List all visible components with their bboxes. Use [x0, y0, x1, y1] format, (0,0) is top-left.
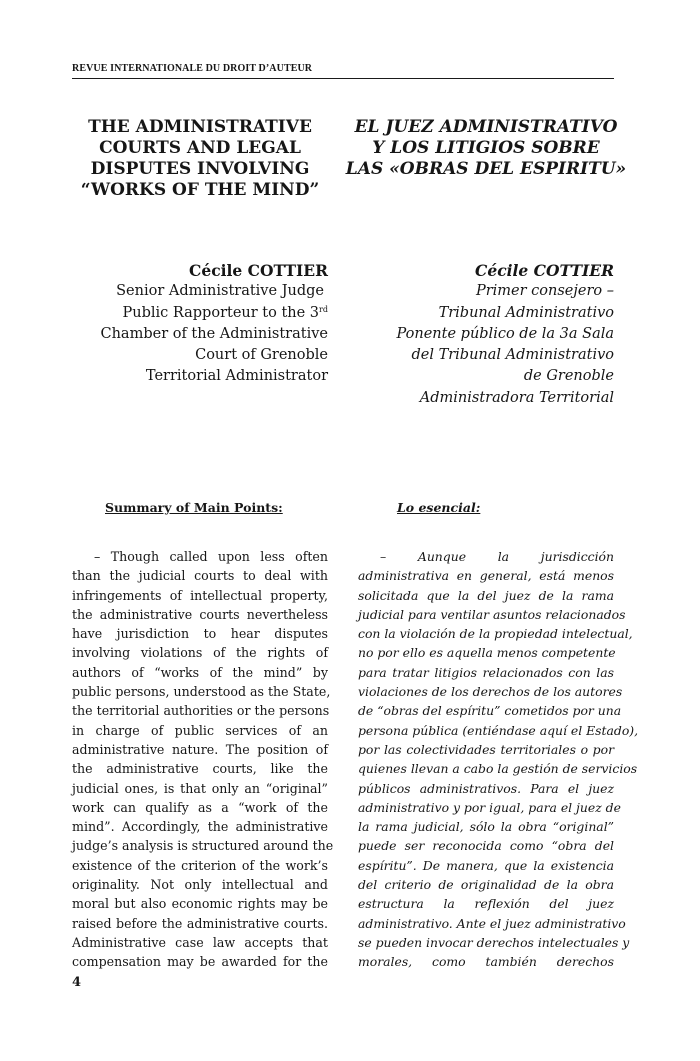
- title-spanish: [338, 117, 634, 180]
- body-line: quienes llevan a cabo la gestión de servicios: [358, 761, 638, 777]
- body-line: originality. Not only intellectual and: [72, 877, 328, 893]
- body-line: puede ser reconocida como “obra del: [358, 838, 614, 854]
- body-line: con la violación de la propiedad intelectual,: [358, 626, 633, 642]
- body-line: administrativo y por igual, para el juez de: [358, 799, 621, 815]
- body-line: – Though called upon less often: [94, 549, 328, 564]
- body-line: administrativo. Ante el juez administrativo: [358, 915, 626, 931]
- author-affiliation-line: Tribunal Administrativo: [438, 304, 614, 321]
- body-line: have jurisdiction to hear disputes: [72, 626, 328, 642]
- author-block-spanish: [358, 260, 614, 409]
- body-english: [72, 547, 334, 972]
- title-line: COURTS AND LEGAL: [99, 138, 301, 158]
- author-affiliation-line: Administradora Territorial: [419, 389, 614, 406]
- body-line: than the judicial courts to deal with: [72, 568, 328, 584]
- author-affiliation-line: de Grenoble: [523, 368, 614, 385]
- body-line: por las colectividades territoriales o por: [358, 741, 614, 757]
- title-line: DISPUTES INVOLVING: [90, 159, 310, 179]
- body-line: espíritu”. De manera, que la existencia: [358, 857, 614, 873]
- body-line: solicitada que la del juez de la rama: [358, 587, 614, 603]
- title-line: Y LOS LITIGIOS SOBRE: [372, 138, 600, 158]
- body-line: – Aunque la jurisdicción: [380, 549, 614, 564]
- body-line: no por ello es aquella menos competente: [358, 645, 616, 661]
- author-block-english: [92, 260, 328, 388]
- author-affiliation-line: Ponente público de la 3a Sala: [396, 325, 614, 342]
- author-name: Cécile COTTIER: [189, 261, 328, 280]
- body-line: infringements of intellectual property,: [72, 587, 328, 603]
- body-line: violaciones de los derechos de los autores: [358, 684, 623, 700]
- body-line: public persons, understood as the State,: [72, 684, 331, 700]
- title-line: THE ADMINISTRATIVE: [88, 117, 312, 137]
- title-line: “WORKS OF THE MIND”: [80, 180, 320, 200]
- body-line: the territorial authorities or the persons: [72, 703, 330, 719]
- page-number: 4: [72, 975, 82, 990]
- body-line: persona pública (entiéndase aquí el Estado),: [358, 722, 639, 738]
- author-affiliation-line: Court of Grenoble: [195, 347, 328, 364]
- author-affiliation-line: Senior Administrative Judge: [116, 283, 324, 300]
- body-spanish: [358, 547, 639, 972]
- summary-heading-spanish: Lo esencial:: [397, 500, 481, 515]
- body-line: the administrative courts nevertheless: [72, 606, 328, 622]
- body-line: moral but also economic rights may be: [72, 896, 328, 912]
- body-line: involving violations of the rights of: [72, 645, 328, 661]
- body-line: the administrative courts, like the: [72, 761, 328, 777]
- author-affiliation-line: Primer consejero –: [475, 283, 614, 300]
- author-affiliation-line: Territorial Administrator: [145, 368, 328, 385]
- body-line: existence of the criterion of the work’s: [72, 857, 328, 873]
- body-line: administrative nature. The position of: [72, 741, 328, 757]
- body-line: raised before the administrative courts.: [72, 915, 328, 931]
- author-affiliation-line: del Tribunal Administrativo: [411, 347, 614, 364]
- body-line: estructura la reflexión del juez: [358, 896, 614, 912]
- author-affiliation-line: [92, 303, 328, 324]
- author-affiliation-text: Public Rapporteur to the 3: [122, 304, 320, 321]
- body-line: públicos administrativos. Para el juez: [358, 780, 614, 796]
- title-english: [72, 117, 328, 201]
- body-line: se pueden invocar derechos intelectuales y: [358, 934, 630, 950]
- author-affiliation-line: Chamber of the Administrative: [100, 325, 328, 342]
- body-line: administrativa en general, está menos: [358, 568, 614, 584]
- body-line: judge’s analysis is structured around the: [72, 838, 334, 854]
- title-line: LAS «OBRAS DEL ESPIRITU»: [345, 159, 627, 179]
- body-line: de “obras del espíritu” cometidos por una: [358, 703, 622, 719]
- body-line: mind”. Accordingly, the administrative: [72, 819, 328, 835]
- body-line: del criterio de originalidad de la obra: [358, 877, 614, 893]
- body-line: in charge of public services of an: [72, 722, 328, 738]
- summary-heading-english: Summary of Main Points:: [105, 500, 283, 515]
- running-head: REVUE INTERNATIONALE DU DROIT D’AUTEUR: [72, 63, 313, 74]
- ordinal-suffix: rd: [319, 304, 328, 314]
- body-line: la rama judicial, sólo la obra “original”: [358, 819, 614, 835]
- body-line: authors of “works of the mind” by: [72, 664, 328, 680]
- body-line: Administrative case law accepts that: [72, 934, 328, 950]
- body-line: para tratar litigios relacionados con las: [358, 664, 614, 680]
- author-name: Cécile COTTIER: [475, 261, 614, 280]
- body-line: judicial ones, is that only an “original”: [72, 780, 328, 796]
- body-line: work can qualify as a “work of the: [72, 799, 328, 815]
- title-line: EL JUEZ ADMINISTRATIVO: [354, 117, 618, 137]
- body-line: judicial para ventilar asuntos relacionados: [358, 606, 626, 622]
- body-line: morales, como también derechos: [358, 954, 614, 970]
- body-line: compensation may be awarded for the: [72, 954, 328, 970]
- header-rule: [72, 78, 614, 79]
